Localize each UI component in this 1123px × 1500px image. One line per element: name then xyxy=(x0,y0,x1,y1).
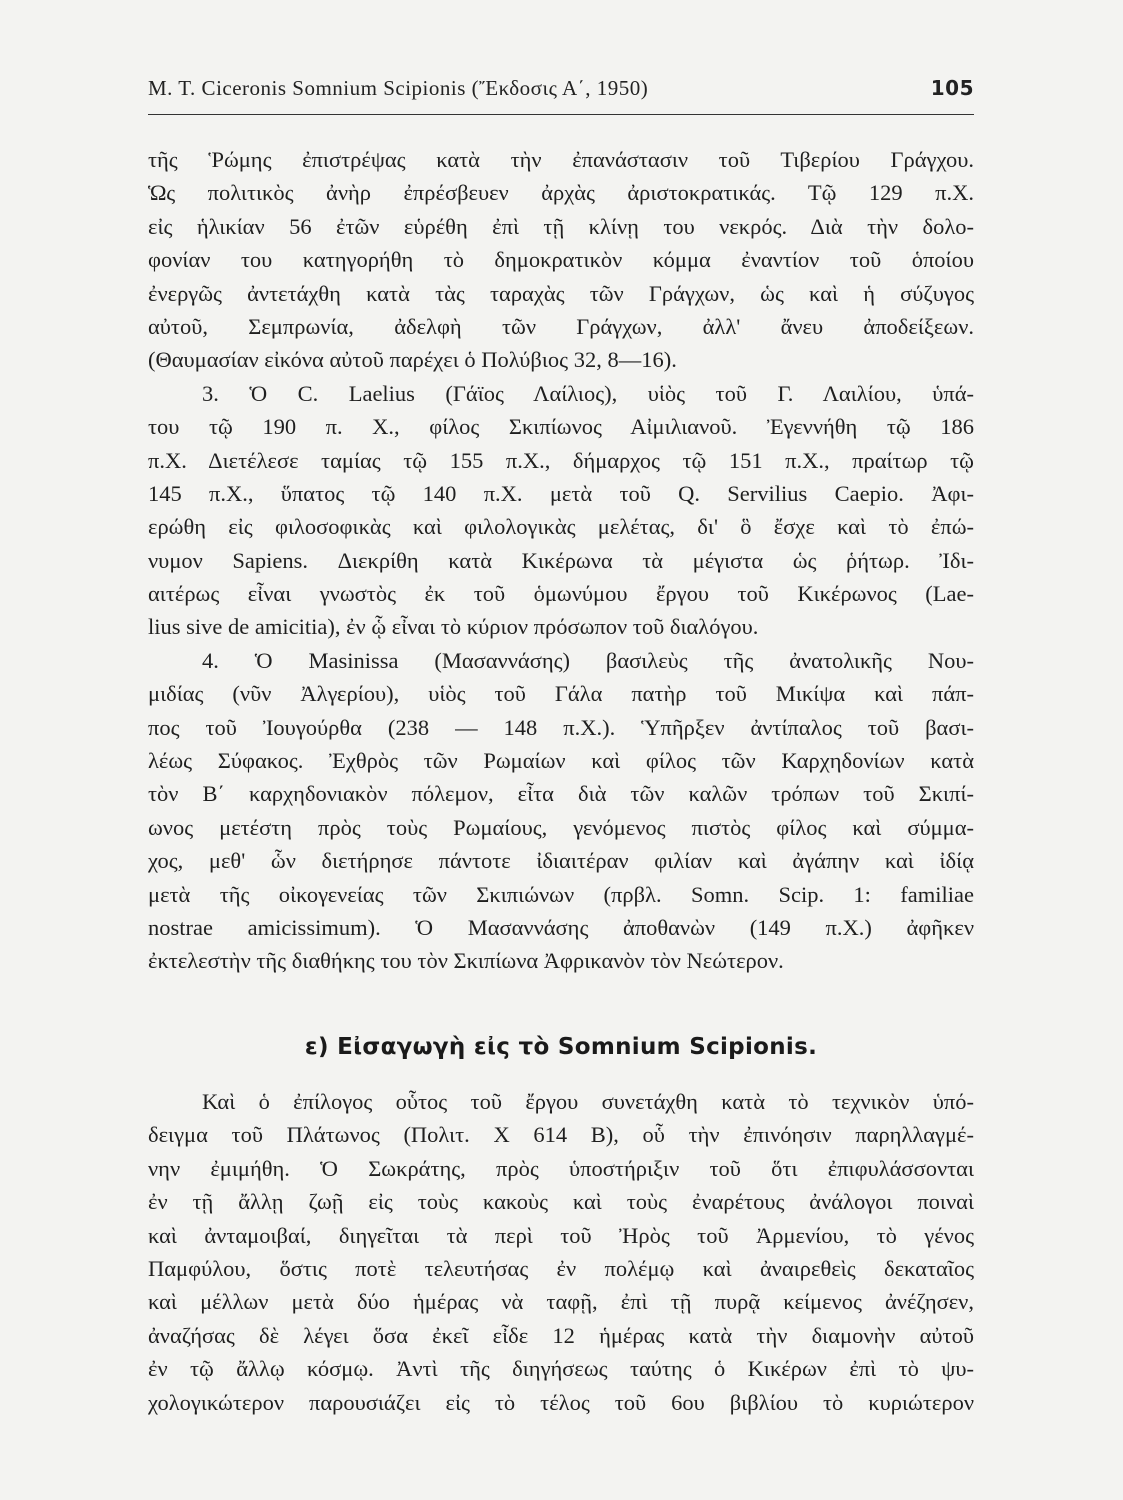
text-line: του τῷ 190 π. Χ., φίλος Σκιπίωνος Αἰμιλιανοῦ. Ἐγεννήθη τῷ 186 xyxy=(148,414,974,440)
text-line: χος, μεθ' ὧν διετήρησε πάντοτε ἰδιαιτέραν φιλίαν καὶ ἀγάπην καὶ ἰδίᾳ xyxy=(148,848,974,874)
text-line: Καὶ ὁ ἐπίλογος οὗτος τοῦ ἔργου συνετάχθη κατὰ τὸ τεχνικὸν ὑπό- xyxy=(202,1089,974,1114)
header-title: M. T. Ciceronis Somnium Scipionis (Ἔκδοσις Α΄, 1950) xyxy=(148,76,649,100)
text-line: καὶ μέλλων μετὰ δύο ἡμέρας νὰ ταφῇ, ἐπὶ τῇ πυρᾷ κείμενος ἀνέζησεν, xyxy=(148,1289,974,1315)
text-line: δειγμα τοῦ Πλάτωνος (Πολιτ. Χ 614 Β), οὗ τὴν ἐπινόησιν παρηλλαγμέ- xyxy=(148,1122,974,1148)
text-line: ἐν τῷ ἄλλῳ κόσμῳ. Ἀντὶ τῆς διηγήσεως ταύτης ὁ Κικέρων ἐπὶ τὸ ψυ- xyxy=(148,1356,974,1382)
text-line: λέως Σύφακος. Ἐχθρὸς τῶν Ρωμαίων καὶ φίλος τῶν Καρχηδονίων κατὰ xyxy=(148,748,974,774)
text-line: χολογικώτερον παρουσιάζει εἰς τὸ τέλος τοῦ 6ου βιβλίου τὸ κυριώτερον xyxy=(148,1389,974,1415)
text-line: π.Χ. Διετέλεσε ταμίας τῷ 155 π.Χ., δήμαρχος τῷ 151 π.Χ., πραίτωρ τῷ xyxy=(148,447,974,473)
text-line: μετὰ τῆς οἰκογενείας τῶν Σκιπιώνων (πρβλ. Somn. Scip. 1: familiae xyxy=(148,881,974,907)
text-line: ἐνεργῶς ἀντετάχθη κατὰ τὰς ταραχὰς τῶν Γράγχων, ὡς καὶ ἡ σύζυγος xyxy=(148,280,974,306)
text-line: 145 π.Χ., ὕπατος τῷ 140 π.Χ. μετὰ τοῦ Q. Servilius Caepio. Ἀφι- xyxy=(148,480,974,506)
text-line: τὸν Β΄ καρχηδονιακὸν πόλεμον, εἶτα διὰ τῶν καλῶν τρόπων τοῦ Σκιπί- xyxy=(148,781,974,807)
text-line: Παμφύλου, ὅστις ποτὲ τελευτήσας ἐν πολέμῳ καὶ ἀναιρεθεὶς δεκαταῖος xyxy=(148,1255,974,1281)
text-line: καὶ ἀνταμοιβαί, διηγεῖται τὰ περὶ τοῦ Ἠρὸς τοῦ Ἀρμενίου, τὸ γένος xyxy=(148,1222,974,1248)
text-line: πος τοῦ Ἰουγούρθα (238 — 148 π.Χ.). Ὑπῆρξεν ἀντίπαλος τοῦ βασι- xyxy=(148,714,974,740)
text-line: (Θαυμασίαν εἰκόνα αὐτοῦ παρέχει ὁ Πολύβιος 32, 8—16). xyxy=(148,347,677,373)
running-header xyxy=(148,76,974,106)
body-text-block-1 xyxy=(148,143,974,978)
text-line: 3. Ὁ C. Laelius (Γάϊος Λαίλιος), υἱὸς τοῦ Γ. Λαιλίου, ὑπά- xyxy=(202,380,974,406)
text-line: ἐκτελεστὴν τῆς διαθήκης του τὸν Σκιπίωνα Ἀφρικανὸν τὸν Νεώτερον. xyxy=(148,948,784,974)
page-number: 105 xyxy=(930,76,974,100)
text-line: τῆς Ῥώμης ἐπιστρέψας κατὰ τὴν ἐπανάστασιν τοῦ Τιβερίου Γράγχου. xyxy=(148,147,974,172)
header-rule xyxy=(148,114,974,115)
text-line: αὐτοῦ, Σεμπρωνία, ἀδελφὴ τῶν Γράγχων, ἀλλ' ἄνευ ἀποδείξεων. xyxy=(148,313,974,339)
section-heading: ε) Εἰσαγωγὴ εἰς τὸ Somnium Scipionis. xyxy=(304,1034,818,1060)
text-line: ερώθη εἰς φιλοσοφικὰς καὶ φιλολογικὰς μελέτας, δι' ὃ ἔσχε καὶ τὸ ἐπώ- xyxy=(148,514,974,540)
text-line: μιδίας (νῦν Ἀλγερίου), υἱὸς τοῦ Γάλα πατὴρ τοῦ Μικίψα καὶ πάπ- xyxy=(148,681,974,707)
text-line: lius sive de amicitia), ἐν ᾧ εἶναι τὸ κύριον πρόσωπον τοῦ διαλόγου. xyxy=(148,614,759,640)
text-line: φονίαν του κατηγορήθη τὸ δημοκρατικὸν κόμμα ἐναντίον τοῦ ὁποίου xyxy=(148,247,974,273)
text-line: νην ἐμιμήθη. Ὁ Σωκράτης, πρὸς ὑποστήριξιν τοῦ ὅτι ἐπιφυλάσσονται xyxy=(148,1155,974,1181)
text-line: αιτέρως εἶναι γνωστὸς ἐκ τοῦ ὁμωνύμου ἔργου τοῦ Κικέρωνος (Lae- xyxy=(148,581,974,607)
text-line: νυμον Sapiens. Διεκρίθη κατὰ Κικέρωνα τὰ μέγιστα ὡς ῥήτωρ. Ἰδι- xyxy=(148,547,974,573)
text-line: 4. Ὁ Masinissa (Μασαννάσης) βασιλεὺς τῆς ἀνατολικῆς Νου- xyxy=(202,647,974,673)
text-line: ἀναζήσας δὲ λέγει ὅσα ἐκεῖ εἶδε 12 ἡμέρας κατὰ τὴν διαμονὴν αὐτοῦ xyxy=(148,1322,974,1348)
text-line: ωνος μετέστη πρὸς τοὺς Ρωμαίους, γενόμενος πιστὸς φίλος καὶ σύμμα- xyxy=(148,814,974,840)
text-line: Ὡς πολιτικὸς ἀνὴρ ἐπρέσβευεν ἀρχὰς ἀριστοκρατικάς. Τῷ 129 π.Χ. xyxy=(148,180,974,206)
body-text-block-2 xyxy=(148,1085,974,1419)
text-line: εἰς ἡλικίαν 56 ἐτῶν εὑρέθη ἐπὶ τῇ κλίνῃ του νεκρός. Διὰ τὴν δολο- xyxy=(148,213,974,239)
text-line: ἐν τῇ ἄλλῃ ζωῇ εἰς τοὺς κακοὺς καὶ τοὺς ἐναρέτους ἀνάλογοι ποιναὶ xyxy=(148,1189,974,1215)
text-line: nostrae amicissimum). Ὁ Μασαννάσης ἀποθανὼν (149 π.Χ.) ἀφῆκεν xyxy=(148,914,974,940)
